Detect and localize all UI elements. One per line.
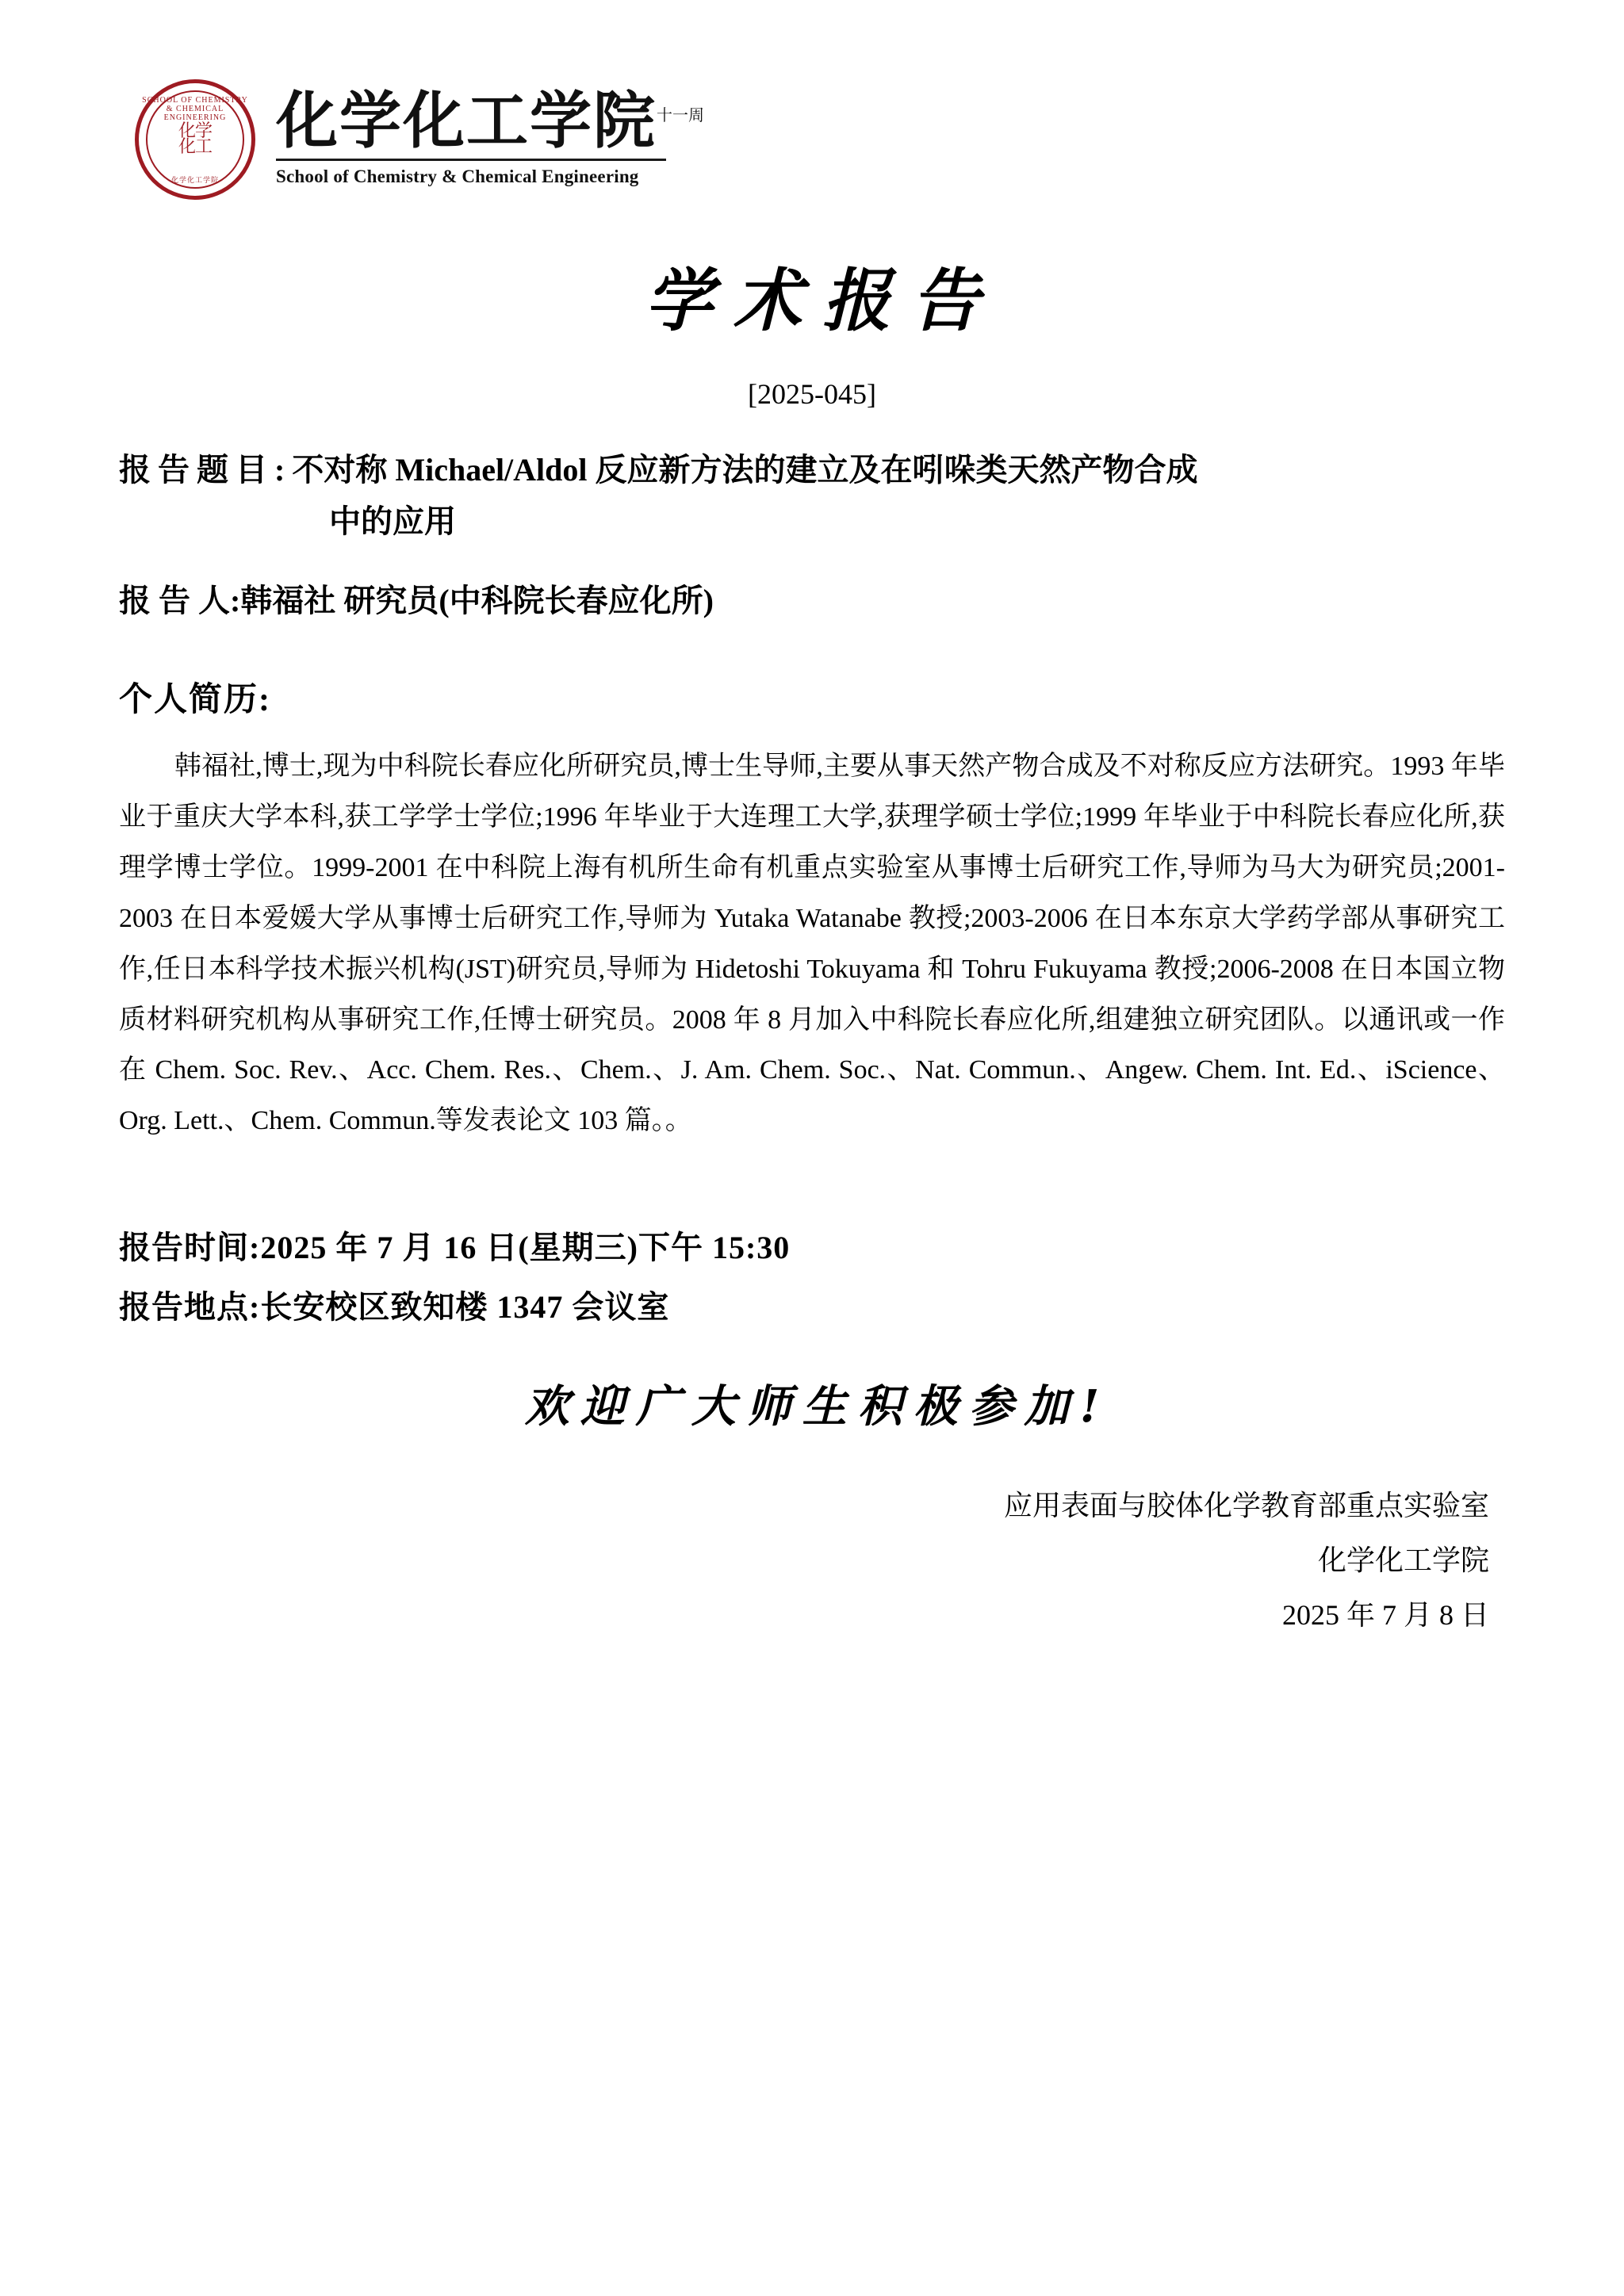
speaker-row (119, 578, 1505, 624)
report-time-row (119, 1223, 1505, 1268)
seal-inner-text: 化学 化工 (178, 121, 212, 157)
document-header (119, 0, 1505, 200)
document-number: [2025-045] (748, 378, 876, 410)
topic-label: 报告题目: (119, 452, 293, 488)
school-name-cn-superscript: 十一周 (657, 105, 705, 124)
speaker-name: 韩福社 研究员 (240, 583, 439, 618)
university-seal-icon (135, 79, 255, 200)
report-time-value: 2025 年 7 月 16 日(星期三)下午 15:30 (260, 1230, 791, 1266)
seal-ring-bottom-text: 化学化工学院 (170, 176, 219, 184)
topic-value-line2: 中的应用 (329, 503, 456, 539)
topic-row (119, 447, 1505, 493)
document-footer (119, 1481, 1505, 1640)
topic-value: 不对称 Michael/Aldol 反应新方法的建立及在吲哚类天然产物合成 (292, 452, 1198, 488)
speaker-affiliation: (中科院长春应化所) (439, 583, 714, 618)
footer-date: 2025 年 7 月 8 日 (1281, 1599, 1489, 1632)
report-time-label: 报告时间: (119, 1230, 261, 1266)
header-divider (276, 159, 666, 161)
speaker-label: 报 告 人: (119, 583, 241, 618)
report-place-label: 报告地点: (119, 1289, 261, 1326)
speaker-value (240, 578, 1505, 624)
school-name-block (276, 79, 704, 187)
school-name-cn: 化学化工学院$^{十一周}$ (276, 85, 705, 157)
footer-school-name: 化学化工学院 (1317, 1544, 1489, 1577)
footer-lab-name: 应用表面与胶体化学教育部重点实验室 (1003, 1490, 1489, 1522)
seal-ring-top-text: SCHOOL OF CHEMISTRY & CHEMICAL ENGINEERING (142, 96, 248, 122)
report-place-row (119, 1282, 1505, 1327)
bio-heading: 个人简历: (119, 682, 271, 718)
school-name-en: School of Chemistry & Chemical Engineering (276, 166, 639, 186)
welcome-message: 欢迎广大师生积极参加! (524, 1380, 1111, 1433)
page-title: 学术报告 (645, 261, 1000, 341)
report-place-value: 长安校区致知楼 1347 会议室 (260, 1289, 670, 1326)
bio-text: 韩福社,博士,现为中科院长春应化所研究员,博士生导师,主要从事天然产物合成及不对称反应方法研究。1993 年毕业于重庆大学本科,获工学学士学位;1996 年毕业于大连理工大学,获理学硕士学位;1999 年毕业于中科院长春应化所,获理学博士学位。1999-2001 在中科院上海有机所生命有机重点实验室从事博士后研究工作,导师为马大为研究员;2001-2003 在日本爱媛大学从事博士后研究工作,导师为 Yutaka Watanabe 教授;2003-2006 在日本东京大学药学部从事研究工作,任日本科学技术振兴机构(JST)研究员,导师为 Hidetoshi Tokuyama 和 Tohru Fukuyama 教授;2006-2008 在日本国立物质材料研究机构从事研究工作,任博士研究员。2008 年 8 月加入中科院长春应化所,组建独立研究团队。以通讯或一作在 Chem. Soc. Rev.、Acc. Chem. Res.、Chem.、J. Am. Chem. Soc.、Nat. Commun.、Angew. Chem. Int. Ed.、iScience、Org. Lett.、Chem. Commun.等发表论文 103 篇。。 (119, 752, 1505, 1136)
